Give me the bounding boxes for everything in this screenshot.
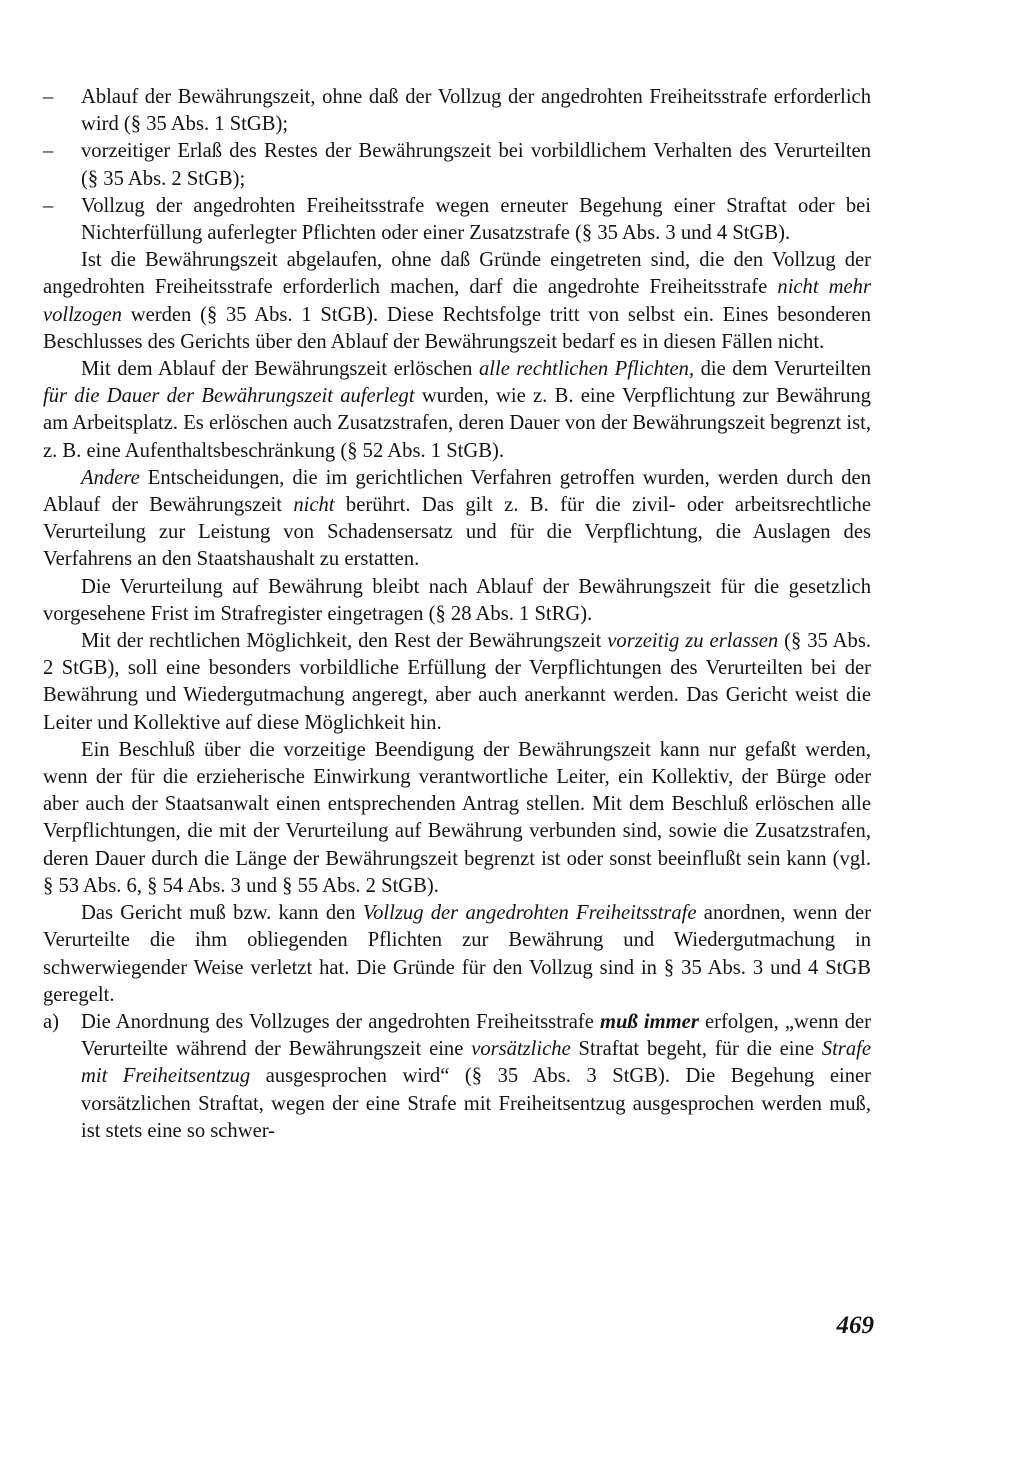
emphasis: für die Dauer der Bewährungszeit auferlegt — [43, 385, 415, 408]
emphasis: vorzeitig zu erlassen — [607, 630, 779, 653]
page-number: 469 — [836, 1312, 874, 1339]
list-item — [43, 193, 871, 247]
emphasis: alle rechtlichen Pflichten — [478, 358, 689, 381]
emphasis: Strafe mit Freiheitsentzug — [81, 1038, 871, 1088]
list-item — [43, 138, 871, 192]
paragraph-other-decisions: Andere Entscheidungen, die im gerichtlichen Verfahren getroffen wurden, werden durch den Ablauf der Bewährungszeit nicht berührt. Das gilt z. B. für die zivil- oder arbeitsrechtliche Verurteilung zur Leistung von Schadensersatz und für die Verpflichtung, die Auslagen des Verfahrens an den Staatshaushalt zu erstatten. — [43, 466, 871, 571]
emphasis: nicht — [293, 494, 335, 517]
list-dash: – — [43, 194, 54, 217]
paragraph-expiry: Ist die Bewährungszeit abgelaufen, ohne daß Gründe eingetreten sind, die den Vollzug der angedrohten Freiheitsstrafe erforderlich machen, darf die angedrohte Freiheitsstrafe nicht mehr vollzogen werden (§ 35 Abs. 1 StGB). Diese Rechtsfolge tritt von selbst ein. Eines besonderen Beschlusses des Gerichts über den Ablauf der Bewährungszeit bedarf es in diesen Fällen nicht. — [43, 249, 871, 353]
emphasis: nicht mehr vollzogen — [43, 276, 871, 326]
list-marker: a) — [43, 1010, 59, 1033]
emphasis: Andere — [81, 466, 140, 489]
list-item-text: Ablauf der Bewährungszeit, ohne daß der Vollzug der angedrohten Freiheitsstrafe erforderlich wird (§ 35 Abs. 1 StGB); — [81, 86, 871, 136]
paragraph-register: Die Verurteilung auf Bewährung bleibt nach Ablauf der Bewährungszeit für die gesetzlich vorgesehene Frist im Strafregister eingetragen (§ 28 Abs. 1 StRG). — [43, 575, 871, 625]
emphasis: muß immer — [600, 1010, 699, 1033]
body-text — [43, 84, 871, 1145]
list-item-text: Die Anordnung des Vollzuges der angedrohten Freiheitsstrafe muß immer erfolgen, „wenn der Verurteilte während der Bewährungszeit eine vorsätzliche Straftat begeht, für die eine Strafe mit Freiheitsentzug ausgesprochen wird“ (§ 35 Abs. 3 StGB). Die Begehung einer vorsätzlichen Straftat, wegen der eine Strafe mit Freiheitsentzug ausgesprochen werden muß, ist stets eine so schwer- — [81, 1010, 871, 1142]
list-dash: – — [43, 86, 54, 108]
paragraph-obligations: Mit dem Ablauf der Bewährungszeit erlöschen alle rechtlichen Pflichten, die dem Verurteilten für die Dauer der Bewährungszeit auferlegt wurden, wie z. B. eine Verpflichtung zur Bewährung am Arbeitsplatz. Es erlöschen auch Zusatzstrafen, deren Dauer von der Bewährungszeit begrenzt ist, z. B. eine Aufenthaltsbeschränkung (§ 52 Abs. 1 StGB). — [43, 358, 871, 462]
list-item-text: vorzeitiger Erlaß des Restes der Bewährungszeit bei vorbildlichem Verhalten des Verurteilten (§ 35 Abs. 2 StGB); — [81, 140, 871, 190]
emphasis: vorsätzliche — [471, 1038, 571, 1061]
paragraph-early-remission: Mit der rechtlichen Möglichkeit, den Rest der Bewährungszeit vorzeitig zu erlassen (§ 35 Abs. 2 StGB), soll eine besonders vorbildliche Erfüllung der Verpflichtungen des Verurteilten bei der Bewährung und Wiedergutmachung angeregt, aber auch anerkannt werden. Das Gericht weist die Leiter und Kollektive auf diese Möglichkeit hin. — [43, 630, 871, 734]
list-item — [43, 84, 871, 138]
paragraph-resolution: Ein Beschluß über die vorzeitige Beendigung der Bewährungszeit kann nur gefaßt werden, wenn der für die erzieherische Einwirkung verantwortliche Leiter, ein Kollektiv, der Bürge oder aber auch der Staatsanwalt einen entsprechenden Antrag stellen. Mit dem Beschluß erlöschen alle Verpflichtungen, die mit der Verurteilung auf Bewährung verbunden sind, sowie die Zusatzstrafen, deren Dauer durch die Länge der Bewährungszeit begrenzt ist oder sonst beeinflußt sein kann (vgl. § 53 Abs. 6, § 54 Abs. 3 und § 55 Abs. 2 StGB). — [43, 738, 871, 897]
list-item-text: Vollzug der angedrohten Freiheitsstrafe wegen erneuter Begehung einer Straftat oder bei Nichterfüllung auferlegter Pflichten oder einer Zusatzstrafe (§ 35 Abs. 3 und 4 StGB). — [81, 194, 871, 245]
paragraph-enforcement: Das Gericht muß bzw. kann den Vollzug der angedrohten Freiheitsstrafe anordnen, wenn der Verurteilte die ihm obliegenden Pflichten zur Bewährung und Wiedergutmachung in schwerwiegender Weise verletzt hat. Die Gründe für den Vollzug sind in § 35 Abs. 3 und 4 StGB geregelt. — [43, 902, 871, 1006]
emphasis: Vollzug der angedrohten Freiheitsstrafe — [362, 902, 697, 925]
list-item-a — [43, 1009, 871, 1145]
list-dash: – — [43, 140, 54, 163]
